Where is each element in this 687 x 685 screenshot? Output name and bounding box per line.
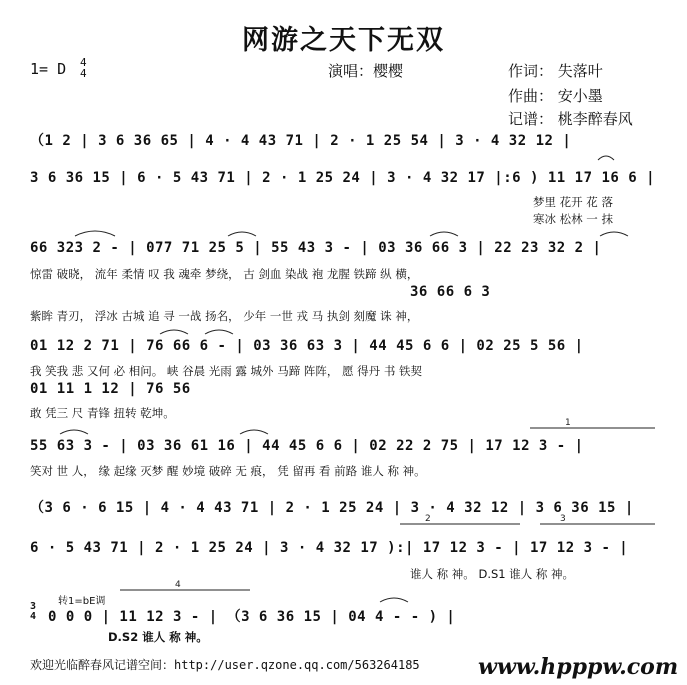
score-row-6: （3 6 · 6 15 | 4 · 4 43 71 | 2 · 1 25 24 | 3 · 4 32 12 | 3 6 36 15 | bbox=[30, 500, 634, 516]
score-row-5: 55 63 3 - | 03 36 61 16 | 44 45 6 6 | 02 22 2 75 | 17 12 3 - | bbox=[30, 438, 584, 454]
tie-mark bbox=[75, 231, 115, 236]
volta-label-2: 2 bbox=[425, 514, 431, 524]
lyric-row-8: D.S2 谁人 称 神。 bbox=[108, 630, 208, 644]
tie-mark bbox=[228, 232, 256, 236]
site-watermark: www.hpppw.com bbox=[478, 654, 679, 680]
time-bottom: 4 bbox=[80, 67, 87, 80]
score-row-4: 01 12 2 71 | 76 66 6 - | 03 36 63 3 | 44 45 6 6 | 02 25 5 56 | bbox=[30, 338, 584, 354]
score-row-3-alt: 36 66 6 3 bbox=[410, 284, 491, 300]
lyric-row-4b: 敢 凭三 尺 青锋 扭转 乾坤。 bbox=[30, 406, 175, 420]
volta-label-4: 4 bbox=[175, 580, 181, 590]
footer-text: 欢迎光临醉春风记谱空间：http://user.qzone.qq.com/563264185 bbox=[30, 658, 420, 672]
transcriber-credit: 记谱： 桃李醉春风 bbox=[508, 110, 633, 128]
singer-credit: 演唱：樱樱 bbox=[328, 62, 404, 80]
tie-mark bbox=[598, 156, 614, 160]
tie-mark bbox=[160, 330, 188, 334]
lyric-row-4a: 我 笑我 悲 又何 必 相问。 峡 谷晨 光雨 露 城外 马蹄 阵阵， 愿 得丹 书 铁契 bbox=[30, 364, 422, 378]
volta-label-3: 3 bbox=[560, 514, 566, 524]
score-row-4-alt: 01 11 1 12 | 76 56 bbox=[30, 381, 191, 397]
lyric-row-5: 笑对 世 人， 缘 起缘 灭梦 醒 妙境 破碎 无 痕， 凭 留再 看 前路 谁人 称 神。 bbox=[30, 464, 426, 478]
tie-mark bbox=[205, 330, 233, 334]
composer-credit: 作曲： 安小墨 bbox=[508, 87, 603, 105]
key-signature: 1= D bbox=[30, 60, 67, 78]
tie-mark bbox=[430, 232, 458, 236]
score-row-1: （1 2 | 3 6 36 65 | 4 · 4 43 71 | 2 · 1 25 54 | 3 · 4 32 12 | bbox=[30, 133, 572, 149]
volta-label-1: 1 bbox=[565, 418, 571, 428]
time-change-3-4: 3 4 bbox=[30, 601, 37, 622]
song-title: 网游之天下无双 bbox=[242, 25, 445, 56]
time-top: 4 bbox=[80, 56, 87, 69]
tie-mark bbox=[60, 430, 88, 434]
score-row-7: 6 · 5 43 71 | 2 · 1 25 24 | 3 · 4 32 17 ):| 17 12 3 - | 17 12 3 - | bbox=[30, 540, 629, 556]
tie-mark bbox=[380, 598, 408, 602]
lyric-row-7: 谁人 称 神。 D.S1 谁人 称 神。 bbox=[410, 567, 575, 581]
lyric-row-2a: 梦里 花开 花 落 bbox=[533, 195, 613, 209]
tie-mark bbox=[240, 430, 268, 434]
lyric-row-3b: 紫眸 青刃， 浮冰 古城 追 寻 一战 扬名， 少年 一世 戎 马 执剑 刻魔 诛 神， bbox=[30, 309, 419, 323]
tie-mark bbox=[600, 232, 628, 236]
score-row-8: 0 0 0 | 11 12 3 - | （3 6 36 15 | 04 4 - - ) | bbox=[48, 609, 456, 625]
lyric-row-2b: 寒冰 松林 一 抹 bbox=[533, 212, 613, 226]
modulation-note: 转1=bE调 bbox=[58, 596, 106, 607]
score-row-3: 66 323 2 - | 077 71 25 5 | 55 43 3 - | 03 36 66 3 | 22 23 32 2 | bbox=[30, 240, 602, 256]
score-row-2: 3 6 36 15 | 6 · 5 43 71 | 2 · 1 25 24 | 3 · 4 32 17 |:6 ) 11 17 16 6 | bbox=[30, 170, 656, 186]
lyricist-credit: 作词： 失落叶 bbox=[508, 62, 603, 80]
lyric-row-3a: 惊雷 破晓， 流年 柔情 叹 我 魂牵 梦绕， 古 剑血 染战 袍 龙腥 铁蹄 纵 横， bbox=[30, 267, 419, 281]
